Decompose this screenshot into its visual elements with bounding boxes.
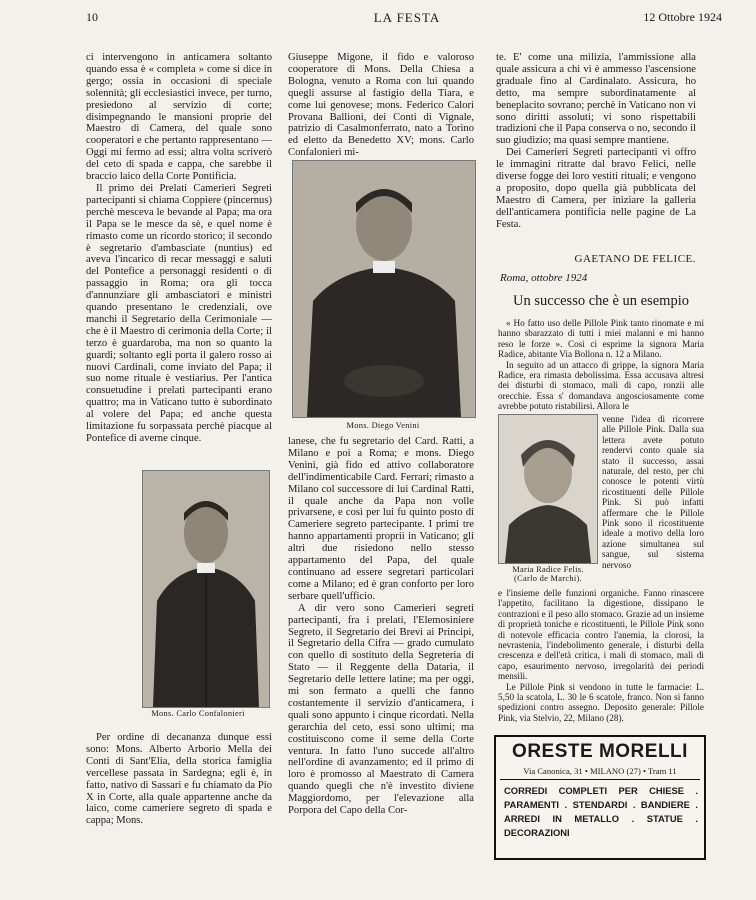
photo-venini [292,160,476,418]
author-signature: GAETANO DE FELICE. [574,253,696,265]
photo-caption [498,565,598,583]
advert-text-top [498,318,704,412]
portrait-figure [293,161,475,417]
advert-text-right [602,414,704,570]
advert-title: Un successo che è un esempio [513,293,689,309]
portrait-figure [143,471,269,707]
article-paragraph: Il primo dei Prelati Camerieri Segreti partecipanti si chiama Coppiere (pincernus) perchè mesceva le bevande al Papa; ma ora il Papa se le mesce da sè, e quel nome è rimasto come un ricordo storico; il secondo è segretario d'ambasciate (nuntius) ed aveva l'incarico di recar messaggi e saluti del Pontefice a personaggi residenti o di passaggio in Roma; ora gli tocca d'annunziare gli ambasciatori e ministri quando presentano le credenziali, ove manchi il Segretario della Cerimoniale — che è il Maestro di cerimonia della Corte; il terzo è guardaroba, ma non so quanto la guardi; soltanto egli porta il galero rosso ai nuovi Cardinali, come inviato del Papa; il suo nome rituale è vestiarius. Per l'antica consuetudine i prelati partecipanti erano quattro; ma in Vaticano tutto è subordinato al volere del Papa; ed anche questa limitazione fu sorpassata perchè piacque al Pontefice di averne cinque. [86,182,272,444]
article-column-2 [288,52,474,159]
article-paragraph: ci intervengono in anticamera soltanto quando essa è « completa » come si dice in gergo; ossia in occasioni di speciale solennità; gli ecclesiastici invece, per turno, presiedono al servizio di corte; disimpegnando le mansioni proprie del Maestro di Camera, del quale sono cooperatori e che pertanto rappresentano — Oggi mi fermo ad essi; altra volta scriverò del ceto di spada e cappa, che sarebbe il braccio laico della Corte Pontificia. [86,52,272,183]
article-paragraph: Giuseppe Migone, il fido e valoroso cooperatore di Mons. Della Chiesa a Bologna, venuto a Roma con lui quando quegli assurse al fastigio della Tiara, e come lui genovese; mons. Federico Calori Provana Ballioni, dei Conti di Vignale, patrizio di Casalmonferrato, nato a Torino ed eletto da Benedetto XV; mons. Carlo Confalonieri mi- [288,52,474,159]
advert-paragraph: Le Pillole Pink si vendono in tutte le farmacie: L. 5,50 la scatola, L. 30 le 6 scatole, franco. Non si fanno spedizioni contro assegno. Deposito generale: Pillole Pink, via Stelvio, 22, Milano (28). [498,681,704,723]
advert-paragraph: venne l'idea di ricorrere alle Pillole Pink. Dalla sua lettera avete potuto rendervi conto quale sia stato il successo, assai naturale, del resto, per chi conosce le potenti virtù ricostituenti delle Pillole Pink. Si può infatti affermare che le Pillole Pink sono il ricostituente ideale a motivo della loro azione simultanea sul sangue, sul sistema nervoso [602,414,704,570]
photo-confalonieri [142,470,270,708]
article-dateline: Roma, ottobre 1924 [500,272,588,284]
article-column-3 [496,52,696,231]
photo-caption: Mons. Diego Venini [346,421,420,430]
morelli-advert [494,735,706,860]
photo-radice [498,414,598,564]
advert-text-bottom [498,588,704,723]
article-column-1 [86,52,272,445]
advert-paragraph: In seguito ad un attacco di grippe, la signora Maria Radice, era rimasta debolissima. Essa accusava altresì dei disturbi di stomaco, mali di capo, ronzii alle orecchie. Essa s' domandava angosciosamente come avrebbe potuto ristabilirsi. Allora le [498,359,704,412]
article-paragraph: te. E' come una milizia, l'ammissione alla quale assicura a chi vi è ammesso l'ascensione graduale fino al Cardinalato. Assicura, ho detto, ma sempre subordinatamente al beneplacito sovrano; perchè in Vaticano non vi sono diritti assoluti; vi sono rispettabili tradizioni che il Papa conserva o no, secondo il suo giudizio; ma quasi sempre mantiene. [496,52,696,147]
article-paragraph: Per ordine di decananza dunque essi sono: Mons. Alberto Arborio Mella dei Conti di Sant'Elia, della storica famiglia vercellese passata in Sardegna; egli è, in fatto, nativo di Sassari e fu chiamato da Pio X in Corte, alla quale appartenne anche da laico, come cameriere segreto di spada e cappa; Mons. [86,732,272,827]
advertiser-name: ORESTE MORELLI [512,741,688,762]
page-header [86,8,728,28]
article-paragraph: Dei Camerieri Segreti partecipanti vi offro le immagini ritratte dal bravo Felici, nelle diverse fogge dei loro vestiti rituali; e vengono a proposito, dopo quella già pubblicata del Maestro di Camera, per iniziare la galleria dell'anticamera pontificia nelle pagine de La Festa. [496,147,696,230]
caption-line: (Carlo de Marchi). [514,574,582,583]
advert-paragraph: e l'insieme delle funzioni organiche. Fanno rinascere l'appetito, facilitano la digestione, dissipano le contrazioni e il peso allo stomaco. Grazie ad un insieme di proprietà toniche e ricostituenti, le Pillole Pink sono di notevole efficacia contro l'anemia, la clorosi, la nevrastenia, l'indebolimento generale, i disturbi della crescenza e dell'età critica, i mali di stomaco, mali di capo, esaurimento nervoso, irregolarità dei periodi mensili. [498,588,704,682]
page-number: 10 [86,10,98,24]
magazine-title: LA FESTA [373,10,441,25]
article-paragraph: A dir vero sono Camerieri segreti partecipanti, fra i prelati, l'Elemosiniere Segreto, il Segretario dei Brevi ai Principi, il Segretario della Cifra — grado cumulato con quello di sostituto della Segreteria di Stato — il Reggente della Dataria, il Segretario delle lettere latine; ma per oggi, mi son fermato a quelli che fanno costantemente il servizio d'anticamera, i quali sono appunto i cinque ricordati. Nella gerarchia del ceto, essi sono ultimi; ma costituiscono come il seme della Corte ventura. In fatto l'uno succede all'altro nell'ordine di avanzamento; ed il primo di loro è promosso al Maestrato di Camera quando quegli che n'è investito diviene Maggiordomo, per l'elevazione alla Porpora del Capo della Cor- [288,602,474,817]
article-paragraph: lanese, che fu segretario del Card. Ratti, a Milano e poi a Roma; e mons. Diego Venini, già fido ed attivo collaboratore dell'indimenticabile Card. Ferrari; rimasto a Milano col successore di lui Cardinal Ratti, il quale anche da Papa non volle privarsene, e così per lui fu quinto posto di Cameriere segreto partecipante. I primi tre hanno appartamenti proprii in Vaticano; gli altri due risiedono nello stesso appartamento del Papa, del quale continuano ad essere segretari particolari come a Milano; ed è gran conforto per loro serbare quell'ufficio. [288,436,474,602]
advert-paragraph: « Ho fatto uso delle Pillole Pink tanto rinomate e mi hanno sbarazzato di tutti i miei malanni e mi hanno reso le forze ». Così ci esprime la signora Maria Radice, abitante Via Bollona n. 12 a Milano. [498,318,704,360]
article-column-2-continued [288,436,474,817]
issue-date: 12 Ottobre 1924 [643,10,722,24]
caption-line: Maria Radice Felis. [512,565,584,574]
advertiser-products: CORREDI COMPLETI PER CHIESE . PARAMENTI . STENDARDI . BANDIERE . ARREDI IN METALLO . STATUE . DECORAZIONI [504,785,698,838]
portrait-figure [499,415,597,563]
article-column-1-continued [86,732,272,827]
advertiser-address: Via Canonica, 31 • MILANO (27) • Tram 11 [500,766,700,780]
photo-caption: Mons. Carlo Confalonieri [151,709,245,718]
